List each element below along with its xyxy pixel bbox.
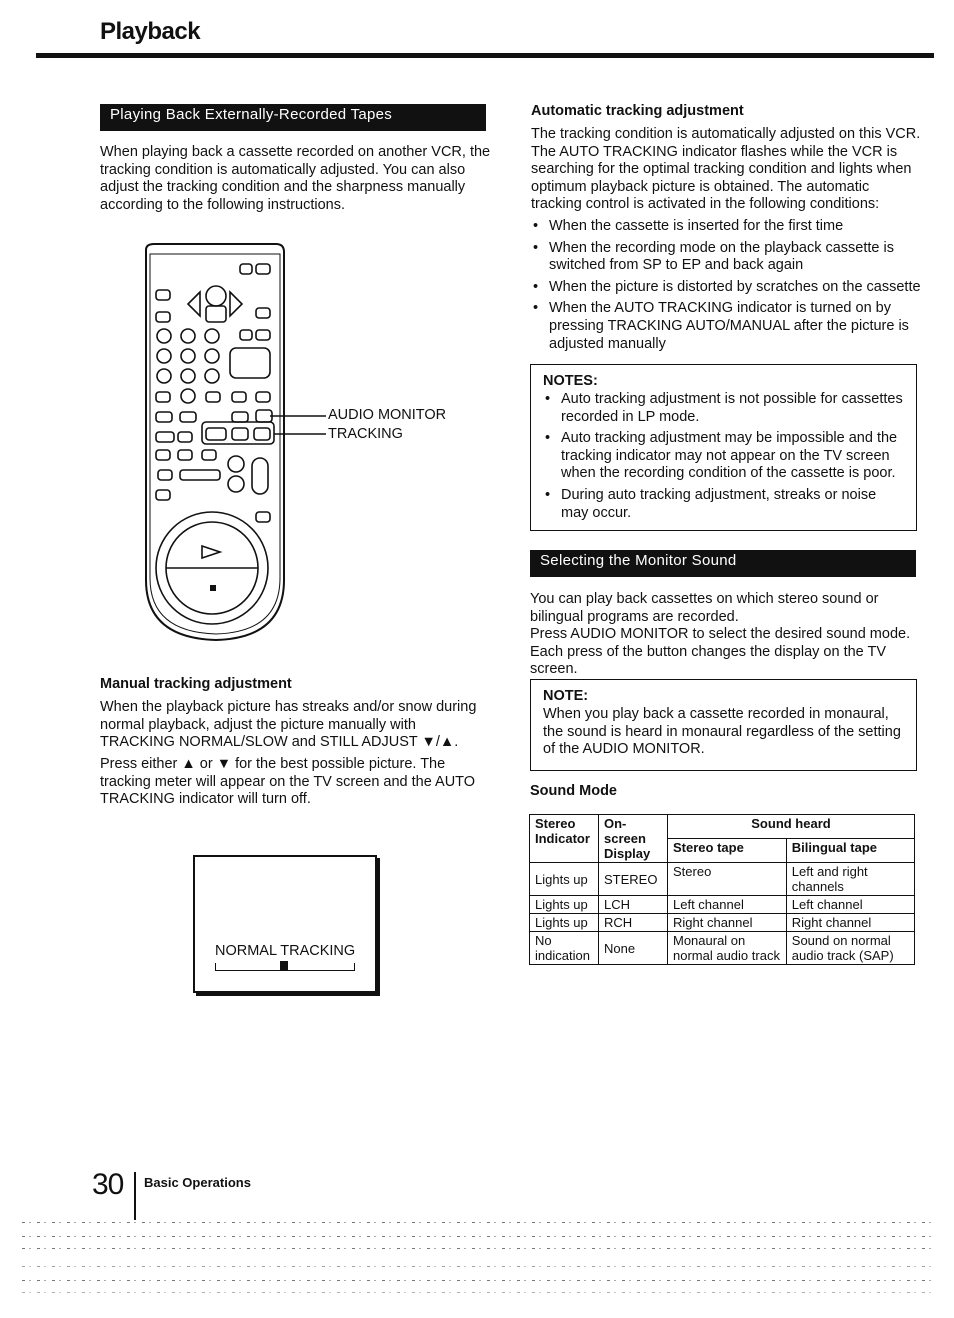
auto-tracking-paragraph: The tracking condition is automatically adjusted on this VCR. The AUTO TRACKING indicator flashes while the VCR is searching for the optimal tracking condition and lights when optimum playback picture is obtained. The automatic tracking control is activated in the following conditions:: [531, 126, 921, 213]
note-item: • Auto tracking adjustment may be impossible and the tracking indicator may not appear on the TV screen when the recording condition of the cassette is poor.: [543, 430, 904, 483]
scan-noise: [22, 1236, 932, 1237]
condition-item: • When the recording mode on the playback cassette is switched from SP to EP and back again: [531, 240, 923, 275]
header-stereo-indicator: Stereo Indicator: [530, 815, 599, 863]
tracking-meter: [215, 963, 355, 971]
section-title-monitor-sound: Selecting the Monitor Sound: [530, 550, 916, 577]
table-row: [530, 863, 915, 896]
table-cell: Left channel: [668, 896, 787, 914]
condition-item: • When the picture is distorted by scratches on the cassette: [531, 279, 923, 297]
scan-noise: [22, 1292, 932, 1293]
note-item: • During auto tracking adjustment, streaks or noise may occur.: [543, 487, 904, 522]
callout-audio-monitor: AUDIO MONITOR: [328, 407, 447, 423]
note-text: When you play back a cassette recorded in monaural, the sound is heard in monaural regardless of the setting of the AUDIO MONITOR.: [543, 706, 901, 758]
manual-tracking-p2: Press either ▲ or ▼ for the best possible picture. The tracking meter will appear on the TV screen and the AUTO TRACKING indicator will turn off.: [100, 756, 476, 808]
sound-mode-heading: Sound Mode: [530, 783, 617, 799]
table-cell: Stereo: [668, 863, 787, 896]
condition-item: • When the cassette is inserted for the first time: [531, 218, 923, 236]
table-cell: No indication: [530, 932, 599, 965]
manual-tracking-p1: When the playback picture has streaks and/or snow during normal playback, adjust the picture manually with TRACKING NORMAL/SLOW and STILL ADJUST ▼/▲.: [100, 699, 477, 751]
table-cell: Left and right channels: [786, 863, 914, 896]
condition-item: • When the AUTO TRACKING indicator is turned on by pressing TRACKING AUTO/MANUAL after the picture is adjusted manually: [531, 300, 923, 353]
table-cell: Right channel: [668, 914, 787, 932]
table-cell: Lights up: [530, 914, 599, 932]
sound-mode-table: [529, 814, 915, 965]
table-row: [530, 932, 915, 965]
header-onscreen-display: On-screen Display: [599, 815, 668, 863]
note-box: [530, 679, 917, 771]
table-cell: Right channel: [786, 914, 914, 932]
scan-noise: [22, 1248, 932, 1249]
table-row: [530, 896, 915, 914]
intro-paragraph: When playing back a cassette recorded on another VCR, the tracking condition is automatically adjusted. You can also adjust the tracking condition and the sharpness manually according to the following instructions.: [100, 144, 491, 213]
auto-tracking-conditions: [531, 218, 923, 357]
notes-title: NOTES:: [543, 373, 598, 389]
section-title-playing-back: Playing Back Externally-Recorded Tapes: [100, 104, 486, 131]
page-number: 30: [92, 1168, 124, 1201]
callout-tracking: TRACKING: [328, 426, 403, 442]
auto-tracking-heading: Automatic tracking adjustment: [531, 103, 744, 119]
table-cell: LCH: [599, 896, 668, 914]
header-stereo-tape: Stereo tape: [668, 839, 787, 863]
notes-list: [543, 391, 904, 522]
scan-noise: [22, 1280, 932, 1281]
table-cell: Sound on normal audio track (SAP): [786, 932, 914, 965]
note-title: NOTE:: [543, 688, 589, 704]
table-cell: None: [599, 932, 668, 965]
footer-divider: [134, 1172, 136, 1220]
notes-box: [530, 364, 917, 531]
table-cell: Lights up: [530, 863, 599, 896]
remote-control-illustration: [140, 240, 470, 646]
tracking-meter-indicator: [280, 961, 288, 971]
footer-section-name: Basic Operations: [144, 1175, 251, 1190]
scan-noise: [22, 1222, 932, 1223]
table-cell: Monaural on normal audio track: [668, 932, 787, 965]
note-item: • Auto tracking adjustment is not possible for cassettes recorded in LP mode.: [543, 391, 904, 426]
table-cell: Left channel: [786, 896, 914, 914]
header-rule: [36, 53, 934, 58]
table-cell: STEREO: [599, 863, 668, 896]
monitor-sound-paragraph: You can play back cassettes on which stereo sound or bilingual programs are recorded. Press AUDIO MONITOR to select the desired sound mode. Each press of the button changes the display on the TV screen.: [530, 591, 911, 678]
tracking-meter-label: NORMAL TRACKING: [215, 943, 356, 959]
page-header-title: Playback: [100, 18, 201, 45]
header-bilingual-tape: Bilingual tape: [786, 839, 914, 863]
table-cell: Lights up: [530, 896, 599, 914]
tv-screen-illustration: [193, 855, 377, 993]
manual-tracking-heading: Manual tracking adjustment: [100, 676, 292, 692]
table-cell: RCH: [599, 914, 668, 932]
table-row: [530, 914, 915, 932]
scan-noise: [22, 1266, 932, 1267]
header-sound-heard: Sound heard: [668, 815, 915, 839]
